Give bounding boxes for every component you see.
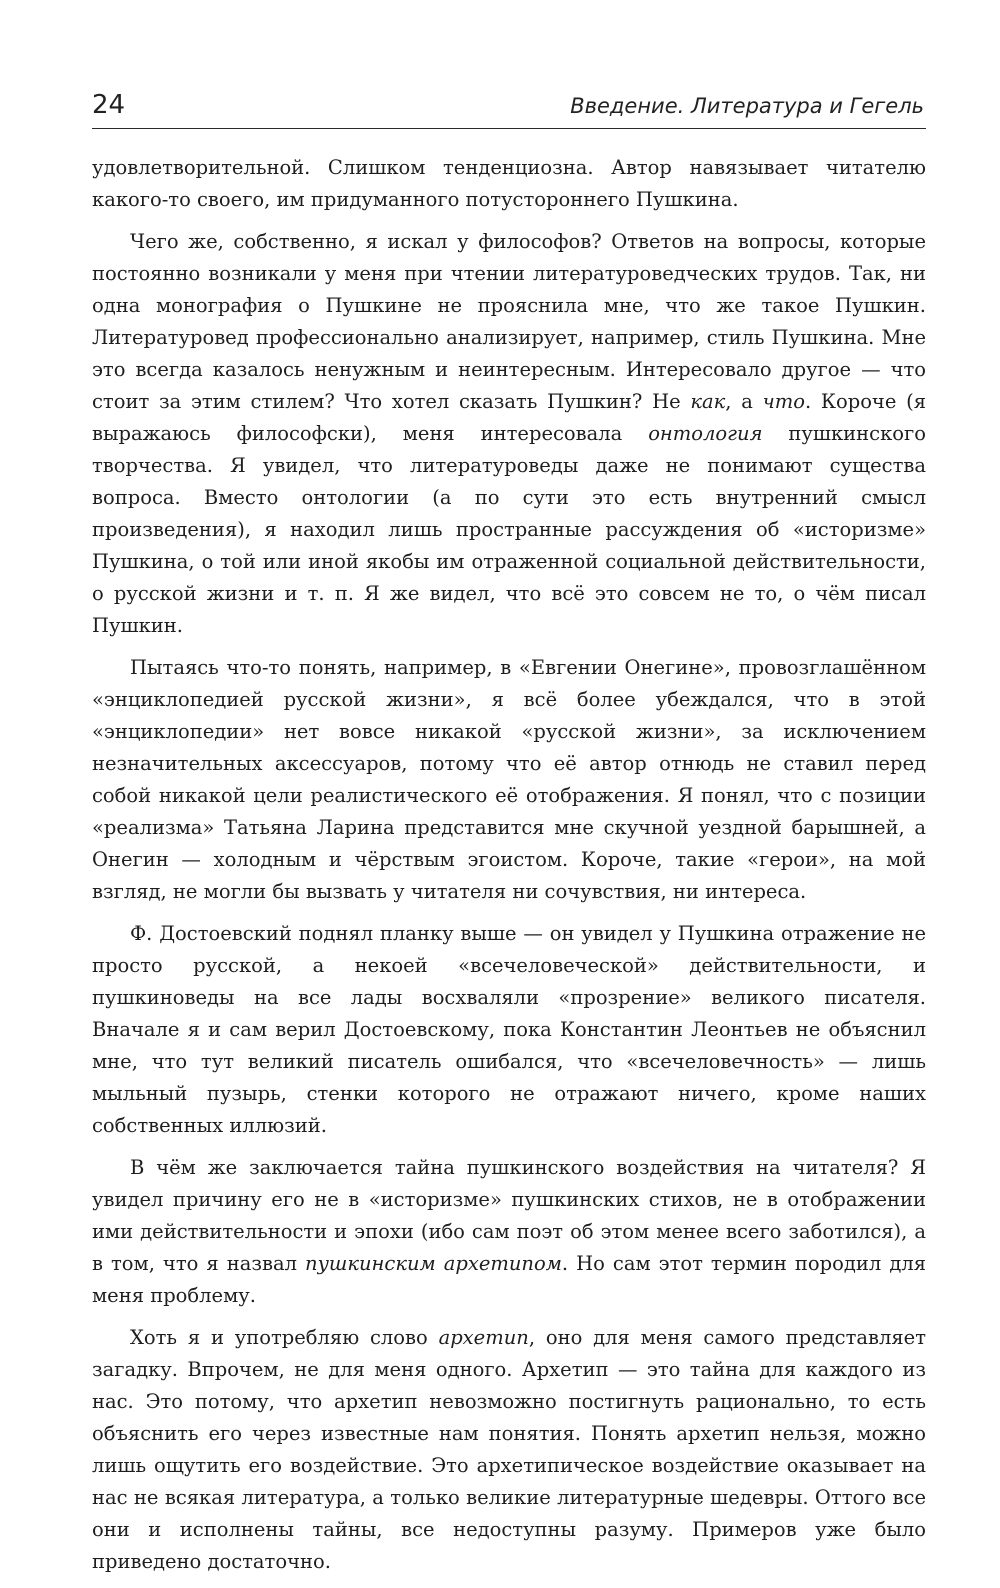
paragraph-2-text: . Короче (я выражаюсь философски), меня интересовала: [92, 390, 926, 445]
paragraph-1-text: удовлетворительной. Слишком тенденциозна. Автор навязывает читателю какого-то своего, им придуманного потустороннего Пушкина.: [92, 156, 926, 211]
running-head: [92, 88, 926, 129]
paragraph-5: [92, 1152, 926, 1312]
running-head-title: Введение. Литература и Гегель: [570, 94, 924, 118]
paragraph-5-text: В чём же заключается тайна пушкинского воздействия на читателя? Я увидел причину его не в «историзме» пушкинских стихов, не в отображении ими действительности и эпохи (ибо сам поэт об этом менее всего заботился), а в том, что я назвал: [92, 1156, 926, 1275]
paragraph-2-text: пушкинского творчества. Я увидел, что литературоведы даже не понимают существа вопроса. Вместо онтологии (а по сути это есть внутренний смысл произведения), я находил лишь пространные рассуждения об «историзме» Пушкина, о той или иной якобы им отраженной социальной действительности, о русской жизни и т. п. Я же видел, что всё это совсем не то, о чём писал Пушкин.: [92, 422, 926, 637]
paragraph-3-text: Пытаясь что-то понять, например, в «Евгении Онегине», провозглашённом «энциклопедией русской жизни», я всё более убеждался, что в этой «энциклопедии» нет вовсе никакой «русской жизни», за исключением незначительных аксессуаров, потому что её автор отнюдь не ставил перед собой никакой цели реалистического её отображения. Я понял, что с позиции «реализма» Татьяна Ларина представится мне скучной уездной барышней, а Онегин — холодным и чёрствым эгоистом. Короче, такие «герои», на мой взгляд, не могли бы вызвать у читателя ни сочувствия, ни интереса.: [92, 656, 926, 903]
page-number: 24: [92, 90, 126, 120]
paragraph-2: [92, 226, 926, 642]
paragraph-6: [92, 1322, 926, 1578]
emphasis-kak: как: [690, 390, 726, 413]
paragraph-2-text: Чего же, собственно, я искал у философов? Ответов на вопросы, которые постоянно возникали у меня при чтении литературоведческих трудов. Так, ни одна монография о Пушкине не прояснила мне, что же такое Пушкин. Литературовед профессионально анализирует, например, стиль Пушкина. Мне это всегда казалось ненужным и неинтересным. Интересовало другое — что стоит за этим стилем? Что хотел сказать Пушкин? Не: [92, 230, 926, 413]
emphasis-chto: что: [762, 390, 805, 413]
emphasis-pushkin-archetype: пушкинским архетипом: [305, 1252, 562, 1275]
paragraph-6-text: Хоть я и употребляю слово: [130, 1326, 439, 1349]
paragraph-3: [92, 652, 926, 908]
paragraph-5-text: . Но сам этот термин породил для меня проблему.: [92, 1252, 927, 1307]
emphasis-ontologiya: онтология: [648, 422, 763, 445]
body-text: [92, 152, 926, 1588]
paragraph-4-text: Ф. Достоевский поднял планку выше — он увидел у Пушкина отражение не просто русской, а некоей «всечеловеческой» действительности, и пушкиноведы на все лады восхваляли «прозрение» великого писателя. Вначале я и сам верил Достоевскому, пока Константин Леонтьев не объяснил мне, что тут великий писатель ошибался, что «всечеловечность» — лишь мыльный пузырь, стенки которого не отражают ничего, кроме наших собственных иллюзий.: [92, 922, 926, 1137]
paragraph-1: [92, 152, 926, 216]
emphasis-archetype: архетип: [438, 1326, 529, 1349]
paragraph-6-text: , оно для меня самого представляет загадку. Впрочем, не для меня одного. Архетип — это тайна для каждого из нас. Это потому, что архетип невозможно постигнуть рационально, то есть объяснить его через известные нам понятия. Понять архетип нельзя, можно лишь ощутить его воздействие. Это архетипическое воздействие оказывает на нас не всякая литература, а только великие литературные шедевры. Оттого все они и исполнены тайны, все недоступны разуму. Примеров уже было приведено достаточно.: [92, 1326, 927, 1573]
paragraph-2-text: , а: [725, 390, 763, 413]
paragraph-4: [92, 918, 926, 1142]
